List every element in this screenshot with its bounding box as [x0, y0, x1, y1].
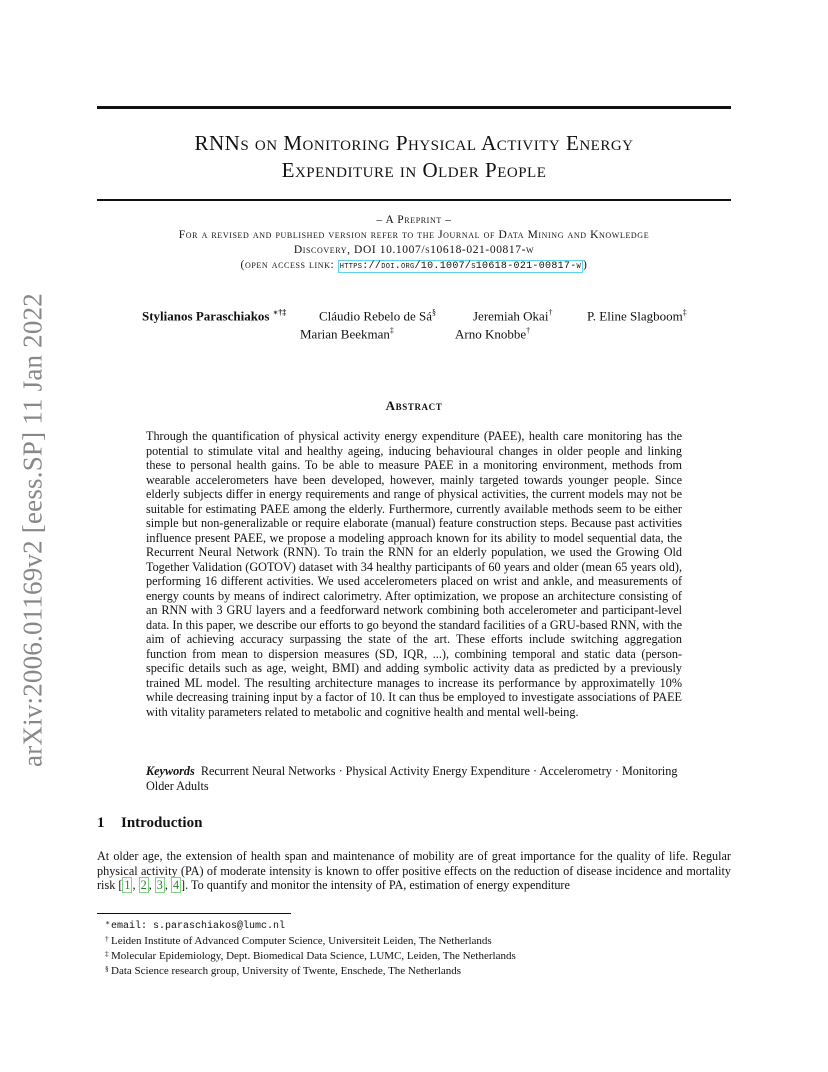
footnote-mark: § [105, 964, 109, 973]
citation-link[interactable]: 2 [140, 878, 147, 892]
footnotes [105, 918, 516, 979]
footnote-text: Data Science research group, University of Twente, Enschede, The Netherlands [111, 965, 462, 977]
footnote-affiliation-liacs [105, 934, 516, 949]
keywords-label: Keywords [146, 764, 195, 778]
paper-title [97, 130, 731, 184]
footnote-rule [97, 913, 291, 914]
title-bottom-rule [97, 199, 731, 201]
author-name: Cláudio Rebelo de Sá [319, 308, 433, 324]
author-affiliation-marks: † [526, 326, 531, 335]
footnote-affiliation-twente [105, 964, 516, 979]
citation-link[interactable]: 3 [156, 878, 163, 892]
author-affiliation-marks: § [432, 308, 437, 317]
open-access-line [97, 258, 731, 274]
section-heading-introduction [97, 815, 202, 832]
footnote-mark: ‡ [105, 949, 109, 958]
title-top-rule [97, 106, 731, 109]
footnote-affiliation-lumc [105, 949, 516, 964]
intro-text-after: ]. To quantify and monitor the intensity of PA, estimation of energy expenditure [181, 878, 570, 892]
footnote-text: Molecular Epidemiology, Dept. Biomedical Data Science, LUMC, Leiden, The Netherlands [111, 950, 516, 962]
author-5 [300, 322, 394, 343]
title-line-1: RNNs on Monitoring Physical Activity Energy [194, 131, 634, 155]
author-name: Marian Beekman [300, 326, 390, 342]
preprint-note-line-1: For a revised and published version refer to the Journal of Data Mining and Knowledge [178, 229, 650, 241]
open-access-suffix: ) [583, 259, 588, 271]
intro-text-before: At older age, the extension of health span and maintenance of mobility are of great importance for the quality of life. Regular physical activity (PA) of moderate intensity is known to offer positive effects on the reduction of disease incidence and mortality risk [ [97, 849, 731, 892]
footnote-mark: ∗ [105, 918, 111, 927]
citation-link[interactable]: 4 [172, 878, 180, 892]
preprint-note-line-2: Discovery, DOI 10.1007/s10618-021-00817-w [293, 244, 535, 256]
keywords-text: Recurrent Neural Networks · Physical Activity Energy Expenditure · Accelerometry · Monitoring Older Adults [146, 764, 678, 793]
footnote-email-address[interactable]: s.paraschiakos@lumc.nl [153, 921, 286, 932]
author-4 [587, 304, 687, 325]
citation-link[interactable]: 1 [124, 878, 131, 892]
section-number: 1 [97, 815, 105, 831]
author-affiliation-marks: † [548, 308, 553, 317]
abstract-body: Through the quantification of physical activity energy expenditure (PAEE), health care monitoring has the potential to stimulate vital and healthy ageing, inducing behavioural changes in older people and linking these to personal health gains. To be able to measure PAEE in a monitoring environment, methods from wearable accelerometers have been developed, however, mainly targeted towards younger people. Since elderly subjects differ in energy requirements and range of physical activities, the current models may not be suitable for estimating PAEE among the elderly. Furthermore, currently available methods seem to be either simple but non-generalizable or require elaborate (manual) feature construction steps. Because past activities influence present PAEE, we propose a modeling approach known for its ability to model sequential data, the Recurrent Neural Network (RNN). To train the RNN for an elderly population, we used the Growing Old Together Validation (GOTOV) dataset with 34 healthy participants of 60 years and older (mean 65 years old), performing 16 different activities. We used accelerometers placed on wrist and ankle, and measurements of energy counts by means of indirect calorimetry. After optimization, we propose an architecture consisting of an RNN with 3 GRU layers and a feedforward network combining both accelerometer and participant-level data. In this paper, we describe our efforts to go beyond the standard facilities of a GRU-based RNN, with the aim of achieving accuracy surpassing the state of the art. These efforts include switching aggregation function from mean to dispersion measures (SD, IQR, ...), combining temporal and static data (person-specific details such as age, weight, BMI) and adding symbolic activity data as predicted by a previously trained ML model. The resulting architecture manages to increase its performance by approximatelly 10% while decreasing training input by a factor of 10. It can thus be employed to investigate associations of PAEE with vitality parameters related to metabolic and cognitive health and mental well-being. [146, 429, 682, 719]
author-affiliation-marks: ‡ [682, 308, 687, 317]
section-title: Introduction [121, 815, 203, 831]
author-name: Jeremiah Okai [473, 308, 549, 324]
preprint-notice [97, 213, 731, 274]
abstract-heading: Abstract [385, 398, 443, 413]
introduction-paragraph: At older age, the extension of health span and maintenance of mobility are of great importance for the quality of life. Regular physical activity (PA) of moderate intensity is known to offer positive effects on the reduction of disease incidence and mortality risk [ 1 , 2 , 3 , 4 ]. To quantify and monitor the intensity of PA, estimation of energy expenditure [97, 849, 731, 892]
arxiv-identifier: arXiv:2006.01169v2 [eess.SP] 11 Jan 2022 [17, 293, 48, 767]
author-name: Stylianos Paraschiakos [142, 308, 270, 324]
footnote-text: Leiden Institute of Advanced Computer Science, Universiteit Leiden, The Netherlands [111, 935, 492, 947]
open-access-link[interactable]: https://doi.org/10.1007/s10618-021-00817-w [339, 261, 582, 272]
preprint-label: – A Preprint – [376, 214, 452, 226]
footnote-email-label: email: [111, 921, 154, 932]
author-6 [455, 322, 530, 343]
keywords [146, 764, 682, 793]
open-access-prefix: (open access link: [240, 259, 338, 271]
author-name: P. Eline Slagboom [587, 308, 683, 324]
author-affiliation-marks: ‡ [389, 326, 394, 335]
author-1 [142, 304, 286, 325]
footnote-mark: † [105, 934, 109, 943]
title-line-2: Expenditure in Older People [281, 158, 547, 182]
author-affiliation-marks: ∗†‡ [272, 308, 287, 317]
author-name: Arno Knobbe [455, 326, 527, 342]
footnote-email [105, 918, 516, 934]
